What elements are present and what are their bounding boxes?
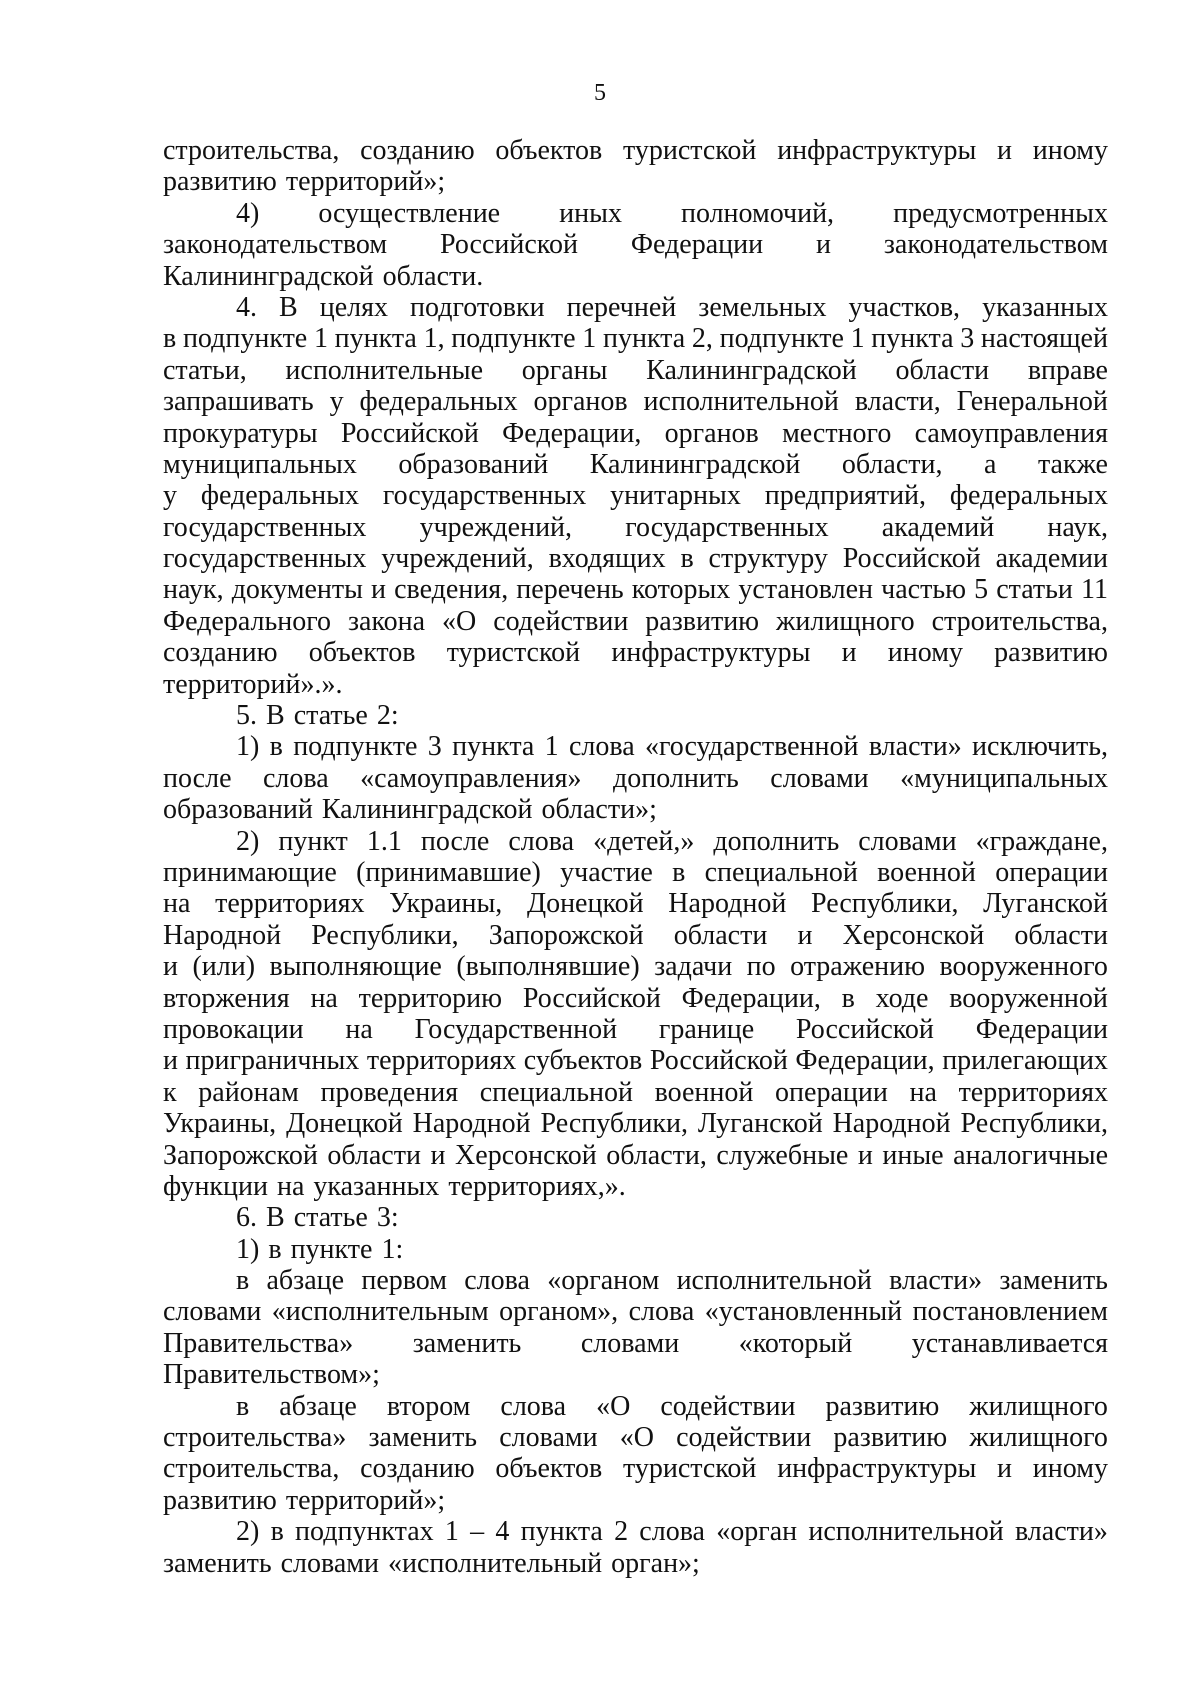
text-line: развитию территорий»; [163,166,446,198]
text-line: функции на указанных территориях,». [163,1170,626,1202]
page-number: 5 [594,80,606,106]
text-line: Правительством»; [163,1359,380,1391]
document-body [163,135,1108,1579]
text-line: строительства» заменить словами «О содействии развитию жилищного [163,1422,1108,1454]
text-line: Калининградской области. [163,260,484,292]
text-line: Федерального закона «О содействии развитию жилищного строительства, [163,605,1108,637]
text-line: 6. В статье 3: [236,1202,399,1234]
text-line: государственных учреждений, государственных академий наук, [163,511,1108,543]
text-line: образований Калининградской области»; [163,794,657,826]
text-line: муниципальных образований Калининградской области, а также [163,448,1108,480]
text-line: к районам проведения специальной военной операции на территориях [163,1076,1108,1108]
text-line: у федеральных государственных унитарных предприятий, федеральных [163,480,1108,512]
text-line: статьи, исполнительные органы Калининградской области вправе [163,354,1108,386]
text-line: государственных учреждений, входящих в структуру Российской академии [163,543,1108,575]
text-line: территорий».». [163,668,343,700]
text-line: законодательством Российской Федерации и законодательством [163,229,1108,261]
text-line: Запорожской области и Херсонской области, служебные и иные аналогичные [163,1139,1108,1171]
text-line: и (или) выполняющие (выполнявшие) задачи по отражению вооруженного [163,951,1108,983]
text-line: строительства, созданию объектов туристской инфраструктуры и иному [163,1453,1108,1485]
text-line: в абзаце втором слова «О содействии развитию жилищного [236,1390,1108,1422]
text-line: словами «исполнительным органом», слова «установленный постановлением [163,1296,1108,1328]
text-line: провокации на Государственной границе Российской Федерации [163,1013,1108,1045]
text-line: развитию территорий»; [163,1484,446,1516]
text-line: и приграничных территориях субъектов Российской Федерации, прилегающих [163,1045,1108,1077]
text-line: 4. В целях подготовки перечней земельных участков, указанных [236,291,1108,323]
text-line: наук, документы и сведения, перечень которых установлен частью 5 статьи 11 [163,574,1108,606]
text-line: 4) осуществление иных полномочий, предусмотренных [236,197,1108,229]
text-line: принимающие (принимавшие) участие в специальной военной операции [163,856,1108,888]
text-line: 5. В статье 2: [236,700,399,732]
text-line: 2) пункт 1.1 после слова «детей,» дополнить словами «граждане, [236,825,1108,857]
text-line: заменить словами «исполнительный орган»; [163,1547,700,1579]
text-line: в абзаце первом слова «органом исполнительной власти» заменить [236,1265,1108,1297]
text-line: на территориях Украины, Донецкой Народной Республики, Луганской [163,888,1108,920]
text-line: строительства, созданию объектов туристской инфраструктуры и иному [163,135,1108,166]
text-line: созданию объектов туристской инфраструктуры и иному развитию [163,637,1108,669]
text-line: прокуратуры Российской Федерации, органов местного самоуправления [163,417,1108,449]
text-line: Украины, Донецкой Народной Республики, Луганской Народной Республики, [163,1108,1108,1140]
text-line: 1) в подпункте 3 пункта 1 слова «государственной власти» исключить, [236,731,1108,763]
text-line: после слова «самоуправления» дополнить словами «муниципальных [163,762,1108,794]
text-line: Народной Республики, Запорожской области и Херсонской области [163,919,1108,951]
text-line: в подпункте 1 пункта 1, подпункте 1 пункта 2, подпункте 1 пункта 3 настоящей [163,323,1108,355]
text-line: 1) в пункте 1: [236,1233,404,1265]
text-line: запрашивать у федеральных органов исполнительной власти, Генеральной [163,386,1108,418]
text-line: Правительства» заменить словами «который устанавливается [163,1327,1108,1359]
text-line: вторжения на территорию Российской Федерации, в ходе вооруженной [163,982,1108,1014]
text-line: 2) в подпунктах 1 – 4 пункта 2 слова «орган исполнительной власти» [236,1516,1108,1548]
